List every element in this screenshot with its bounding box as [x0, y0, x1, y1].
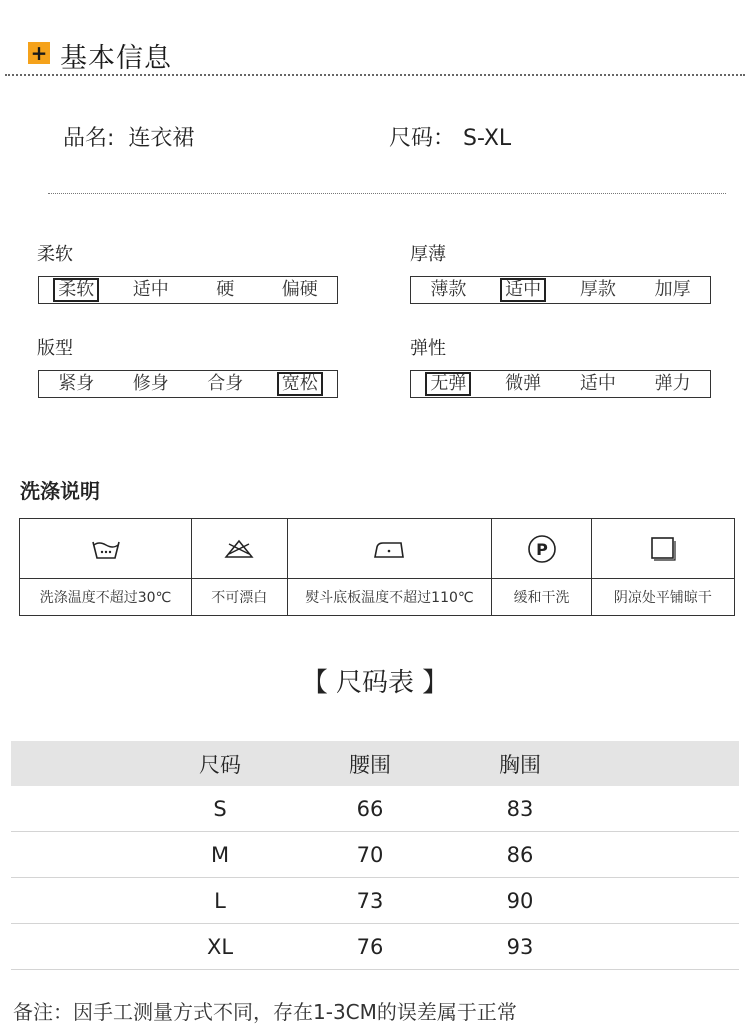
table-cell: 90: [506, 888, 534, 913]
option-label-selected: 宽松: [277, 372, 323, 396]
option-item: [188, 372, 263, 396]
option-item: [635, 372, 710, 396]
table-row: [11, 924, 739, 970]
table-row: [11, 878, 739, 924]
option-item: [411, 278, 486, 302]
product-size: [389, 121, 511, 152]
option-item: [39, 372, 114, 396]
washing-text: 缓和干洗: [513, 590, 570, 606]
washing-text: 熨斗底板温度不超过110℃: [305, 590, 474, 606]
washing-item: [192, 519, 287, 615]
table-cell: 66: [356, 796, 384, 821]
option-label: 适中: [132, 279, 169, 300]
option-item: [263, 372, 338, 396]
washing-text: 不可漂白: [211, 590, 268, 606]
option-label-selected: 适中: [500, 278, 546, 302]
washing-item: [592, 519, 734, 615]
option-label: 弹力: [654, 373, 691, 394]
column-header: 胸围: [499, 752, 541, 777]
option-item: [411, 372, 486, 396]
table-row: [11, 786, 739, 832]
washing-item: [288, 519, 493, 615]
softness-options: [38, 276, 338, 304]
column-header: 尺码: [199, 752, 241, 777]
table-cell: M: [210, 842, 230, 867]
washing-text: 洗涤温度不超过30℃: [39, 590, 172, 606]
option-label: 修身: [132, 373, 169, 394]
option-label: 偏硬: [281, 279, 318, 300]
table-cell: 76: [356, 934, 384, 959]
washing-text: 阴凉处平铺晾干: [613, 590, 712, 606]
washing-table: [19, 518, 735, 616]
no-bleach-icon: [192, 519, 286, 579]
option-label: 加厚: [654, 279, 691, 300]
option-item: [114, 372, 189, 396]
option-item: [635, 278, 710, 302]
option-item: [561, 372, 636, 396]
option-item: [114, 278, 189, 302]
section-title-basic-info: 基本信息: [60, 43, 172, 74]
table-cell: 70: [356, 842, 384, 867]
size-table-title: 【 尺码表 】: [301, 668, 449, 698]
option-label: 紧身: [58, 373, 95, 394]
dotted-divider: [48, 193, 726, 194]
table-cell: 73: [356, 888, 384, 913]
table-cell: 83: [506, 796, 534, 821]
thickness-title: 厚薄: [410, 244, 446, 265]
product-name-value: 连衣裙: [128, 126, 195, 151]
table-cell: S: [213, 796, 227, 821]
size-table: [11, 741, 739, 970]
option-label: 薄款: [430, 279, 467, 300]
option-item: [486, 278, 561, 302]
dotted-divider: [5, 74, 745, 76]
dry-clean-p-icon: [492, 519, 590, 579]
option-label: 合身: [207, 373, 244, 394]
elasticity-options: [410, 370, 711, 398]
option-label: 微弹: [505, 373, 542, 394]
size-table-header: [11, 741, 739, 786]
option-label: 厚款: [579, 279, 616, 300]
washing-title: 洗涤说明: [20, 479, 100, 503]
option-item: [39, 278, 114, 302]
plus-icon: +: [28, 42, 50, 64]
table-cell: 86: [506, 842, 534, 867]
washing-item: [20, 519, 192, 615]
elasticity-title: 弹性: [410, 338, 446, 359]
fit-options: [38, 370, 338, 398]
option-item: [188, 278, 263, 302]
iron-icon: [288, 519, 492, 579]
table-cell: L: [214, 888, 226, 913]
wash-30-icon: [20, 519, 191, 579]
table-cell: XL: [206, 934, 234, 959]
thickness-options: [410, 276, 711, 304]
column-header: 腰围: [349, 752, 391, 777]
table-cell: 93: [506, 934, 534, 959]
option-label: 适中: [579, 373, 616, 394]
product-size-value: S-XL: [463, 126, 512, 151]
option-item: [486, 372, 561, 396]
option-item: [561, 278, 636, 302]
option-label-selected: 柔软: [53, 278, 99, 302]
product-name-label: 品名:: [63, 126, 115, 151]
svg-text:P: P: [535, 539, 548, 559]
washing-item: [492, 519, 591, 615]
table-row: [11, 832, 739, 878]
option-label-selected: 无弹: [425, 372, 471, 396]
dry-flat-shade-icon: [592, 519, 734, 579]
product-name: [63, 121, 194, 152]
option-item: [263, 278, 338, 302]
product-size-label: 尺码：: [389, 126, 456, 151]
footnote: 备注：因手工测量方式不同，存在1-3CM的误差属于正常: [13, 1000, 517, 1024]
fit-title: 版型: [37, 338, 73, 359]
softness-title: 柔软: [37, 244, 73, 265]
option-label: 硬: [216, 279, 235, 300]
